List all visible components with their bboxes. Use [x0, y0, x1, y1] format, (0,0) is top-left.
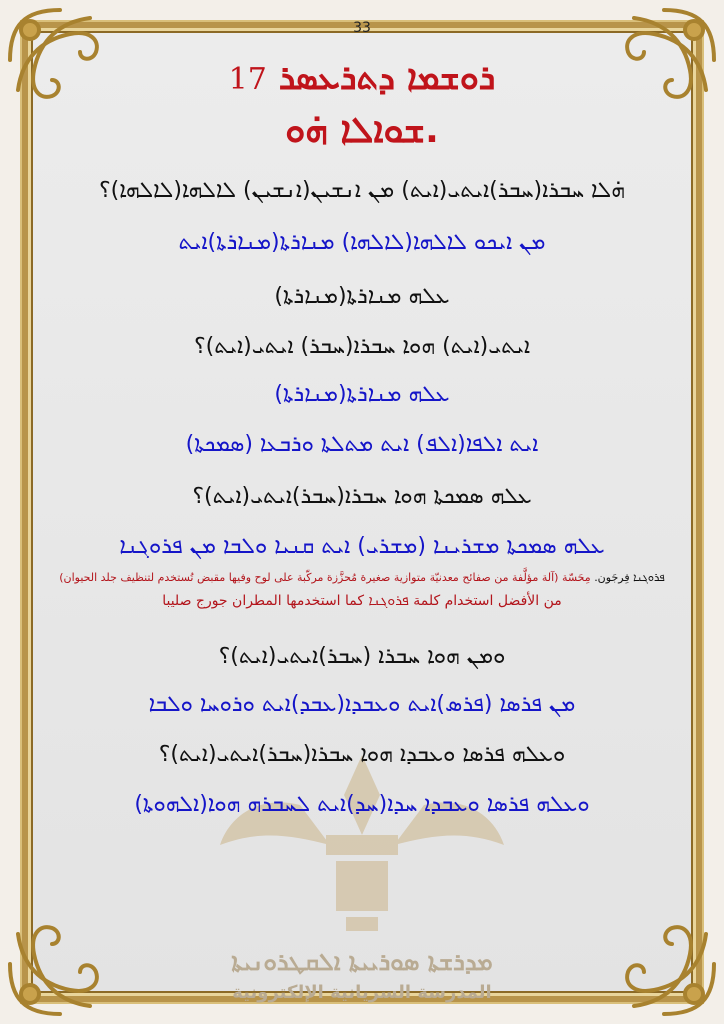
text-line-1: ܗ̇ܠܐ ܚܒܪܐ(ܚܒܪ)ܐܝܬܝ(ܐܝܬ) ܡܢ ܐܢܫܝܢ(ܐܢܫܝܢ) ܠܐܠܗܐ(ܠܐܠܗܐ)؟ [99, 178, 625, 203]
text-line-8: ܥܠܗ ܣܡܟܬܐ ܡܫܪܝܢܐ (ܡܫܪܝ) ܐܝܬ ܩܢܝܐ ܘܠܒܐ ܡܢ ܦܪܘܓܢܐ [119, 534, 605, 559]
text-line-4: ܐܝܬܝ(ܐܝܬ) ܗܘܐ ܚܒܪܐ(ܚܒܪ) ܐܝܬܝ(ܐܝܬ)؟ [193, 334, 531, 359]
lesson-number: 17 [228, 62, 267, 97]
text-line-6: ܐܝܬ ܐܠܦܐ(ܐܠܦ) ܐܝܬ ܡܬܠܬܐ ܘܪܒܥܐ (ܣܡܟܬܐ) [185, 432, 539, 457]
text-line-12: ܘܥܠܗ ܦܪܣܐ ܘܥܒܕܐ ܚܕܐ(ܚܕ)ܐܝܬ ܠܚܒܪܗ ܗܘܐ(ܐܠܗܘܬܐ) [134, 792, 590, 817]
note-usage: من الأفضل استخدام كلمة ܦܪܘܓܢܐ كما استخدمها المطران جورج صليبا [162, 593, 562, 609]
text-line-7: ܥܠܗ ܣܡܟܬܐ ܗܘܐ ܚܒܪܐ(ܚܒܪ)ܐܝܬܝ(ܐܝܬ)؟ [192, 484, 532, 509]
page-number: 33 [353, 20, 371, 36]
text-line-2: ܡܢ ܐܝܟܘ ܠܐܠܗܐ(ܠܐܠܗܐ) ܡܢܐܪܬܐ(ܡܢܐܪܬܐ)ܐܝܬ [178, 230, 546, 255]
text-line-11: ܘܥܠܗ ܦܪܣܐ ܘܥܒܕܐ ܗܘܐ ܚܒܪܐ(ܚܒܪ)ܐܝܬܝ(ܐܝܬ)؟ [158, 742, 566, 767]
watermark-arabic-text: المدرسة السريانية الإلكترونية [232, 982, 492, 1003]
note-lead: ܦܪܘܓܢܐ فِرجَون. [594, 571, 665, 584]
lesson-title [0, 58, 724, 98]
note-definition [30, 571, 694, 585]
lesson-subtitle: ܫܘܐܠܐ ܗ̇ܘ. [285, 110, 439, 151]
text-line-5: ܥܠܗ ܡܢܐܪܬܐ(ܡܢܐܪܬܐ) [274, 382, 450, 407]
watermark-syriac-text: ܡܕܪܫܬܐ ܣܘܪܝܝܬܐ ܐܠܩܛܪܘܢܝܬܐ [231, 948, 493, 976]
text-line-10: ܡܢ ܦܪܣܐ (ܦܪܣ)ܐܝܬ ܘܥܒܕܐ(ܥܒܕ)ܐܝܬ ܘܪܘܚܐ ܘܠܒܐ [148, 692, 576, 717]
note-definition-text: مِحَسّة (آلة مؤلَّفة من صفائح معدنيّة متوازية صغيرة مُحزَّزة مركّبة على لوح وفيها مقبض تُستخدم لتنظيف جلد الحيوان) [59, 571, 591, 584]
text-line-3: ܥܠܗ ܡܢܐܪܬܐ(ܡܢܐܪܬܐ) [274, 284, 450, 309]
text-line-9: ܘܡܢ ܗܘܐ ܚܒܪܐ (ܚܒܪ)ܐܝܬܝ(ܐܝܬ)؟ [218, 644, 506, 669]
lesson-word: ܪܘܫܡܐ ܕܬܪܥܣܪ [278, 58, 496, 98]
